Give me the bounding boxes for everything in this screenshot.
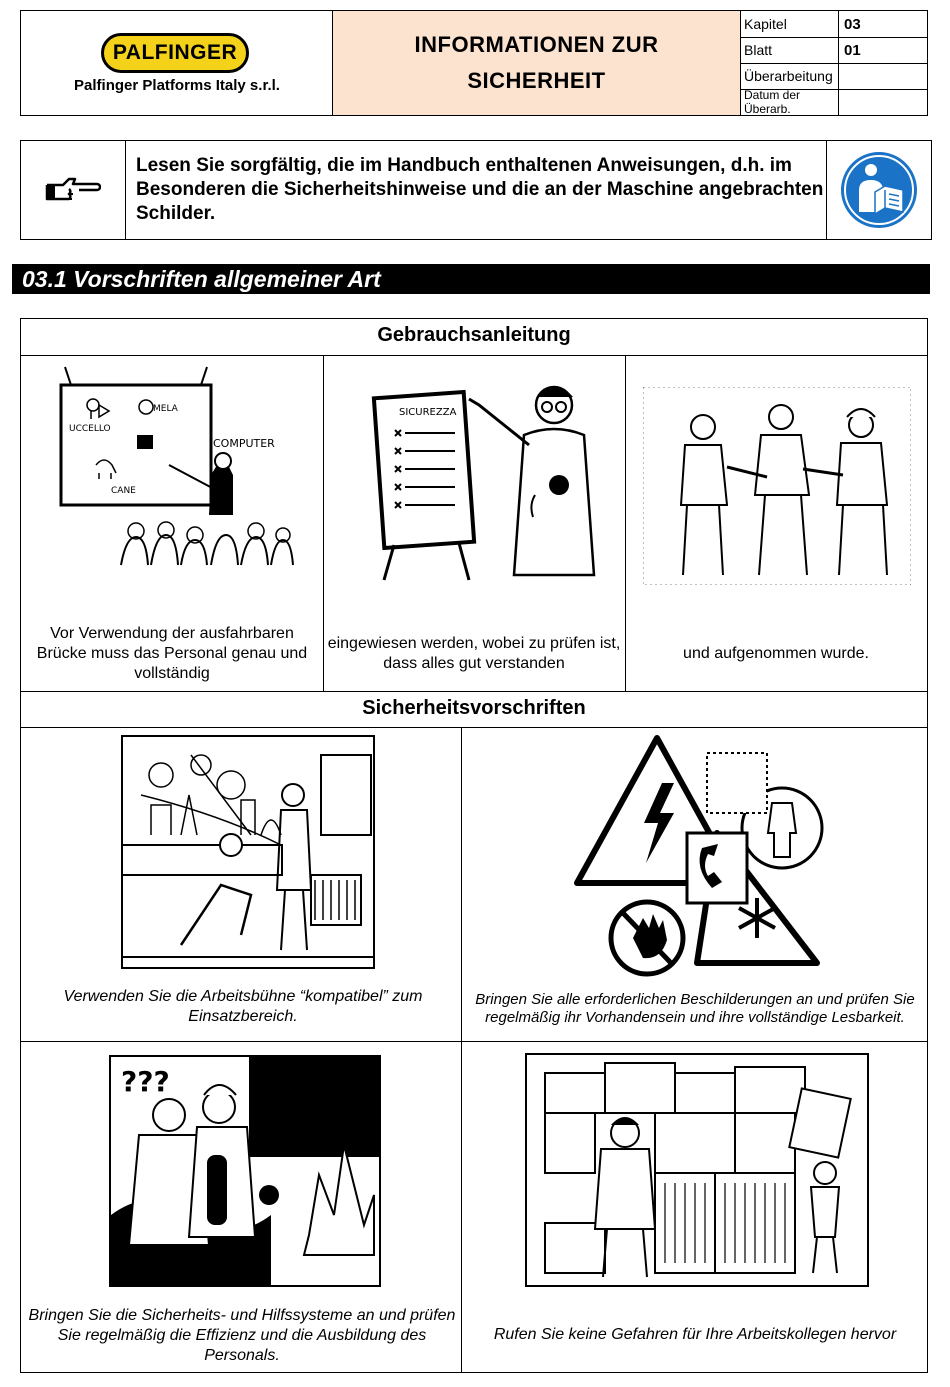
meta-label: Kapitel: [741, 11, 839, 37]
meta-row-datum: [741, 89, 927, 115]
manual-icon-cell: [826, 141, 931, 239]
meta-label: Überarbeitung: [741, 63, 839, 89]
document-title: [333, 11, 741, 115]
meta-value: 03: [844, 15, 861, 33]
safety-caption-1: Verwenden Sie die Arbeitsbühne “kompatibel” zum Einsatzbereich.: [63, 988, 423, 1025]
safety-caption-2: Bringen Sie alle erforderlichen Beschilderungen an und prüfen Sie regelmäßig ihr Vorhandensein und ihre vollständige Lesbarkeit.: [475, 991, 915, 1026]
classroom-illustration: [51, 365, 301, 585]
title-line-2: SICHERHEIT: [467, 68, 606, 93]
document-header: [20, 10, 928, 116]
stacked-crates-illustration: [525, 1053, 869, 1287]
logo-cell: [21, 11, 333, 115]
usage-caption-1: Vor Verwendung der ausfahrbaren Brücke muss das Personal genau und vollständig: [36, 625, 308, 682]
usage-caption-2: eingewiesen werden, wobei zu prüfen ist, dass alles gut verstanden: [327, 635, 621, 672]
board-word-computer: COMPUTER: [213, 437, 275, 450]
meta-label: Datum der Überarb.: [741, 89, 839, 115]
question-marks: ???: [121, 1065, 170, 1098]
read-manual-icon: [839, 150, 919, 230]
rules-grid: [20, 318, 928, 1373]
meta-row-blatt: [741, 37, 927, 64]
section-heading: 03.1 Vorschriften allgemeiner Art: [12, 264, 930, 294]
pointing-hand-icon: [45, 175, 101, 205]
board-word-mela: MELA: [153, 404, 178, 414]
title-line-1: INFORMATIONEN ZUR: [414, 32, 659, 57]
board-word-cane: CANE: [111, 486, 136, 496]
handshake-illustration: [643, 387, 911, 585]
meta-row-kapitel: [741, 11, 927, 38]
safety-caption-4: Rufen Sie keine Gefahren für Ihre Arbeitskollegen hervor: [493, 1326, 897, 1343]
company-name: Palfinger Platforms Italy s.r.l.: [74, 77, 280, 94]
warning-signs-illustration: [567, 733, 825, 977]
notice-text: Lesen Sie sorgfältig, die im Handbuch enthaltenen Anweisungen, d.h. im Besonderen die Sicherheitshinweise und die an der Maschine angebrachten Schilder.: [136, 155, 824, 224]
meta-table: [741, 11, 927, 115]
board-word-sicurezza: SICUREZZA: [399, 407, 457, 418]
safety-caption-3: Bringen Sie die Sicherheits- und Hilfssysteme an und prüfen Sie regelmäßig die Effizienz und die Ausbildung des Personals.: [28, 1307, 456, 1364]
meta-row-ueberarbeitung: [741, 63, 927, 90]
meta-value: [839, 89, 927, 115]
board-word-uccello: UCCELLO: [69, 424, 111, 434]
meta-label: Blatt: [741, 37, 839, 63]
meta-value: [839, 63, 927, 89]
instructor-illustration: [349, 375, 599, 585]
pointer-cell: [21, 141, 126, 239]
meta-value: 01: [844, 41, 861, 59]
reading-notice: [20, 140, 932, 240]
usage-caption-3: und aufgenommen wurde.: [683, 645, 869, 662]
lab-illustration: [121, 735, 375, 969]
usage-title: Gebrauchsanleitung: [377, 324, 571, 346]
safety-title: Sicherheitsvorschriften: [362, 697, 586, 719]
fire-emergency-illustration: [109, 1055, 381, 1287]
palfinger-logo: PALFINGER: [101, 33, 249, 73]
